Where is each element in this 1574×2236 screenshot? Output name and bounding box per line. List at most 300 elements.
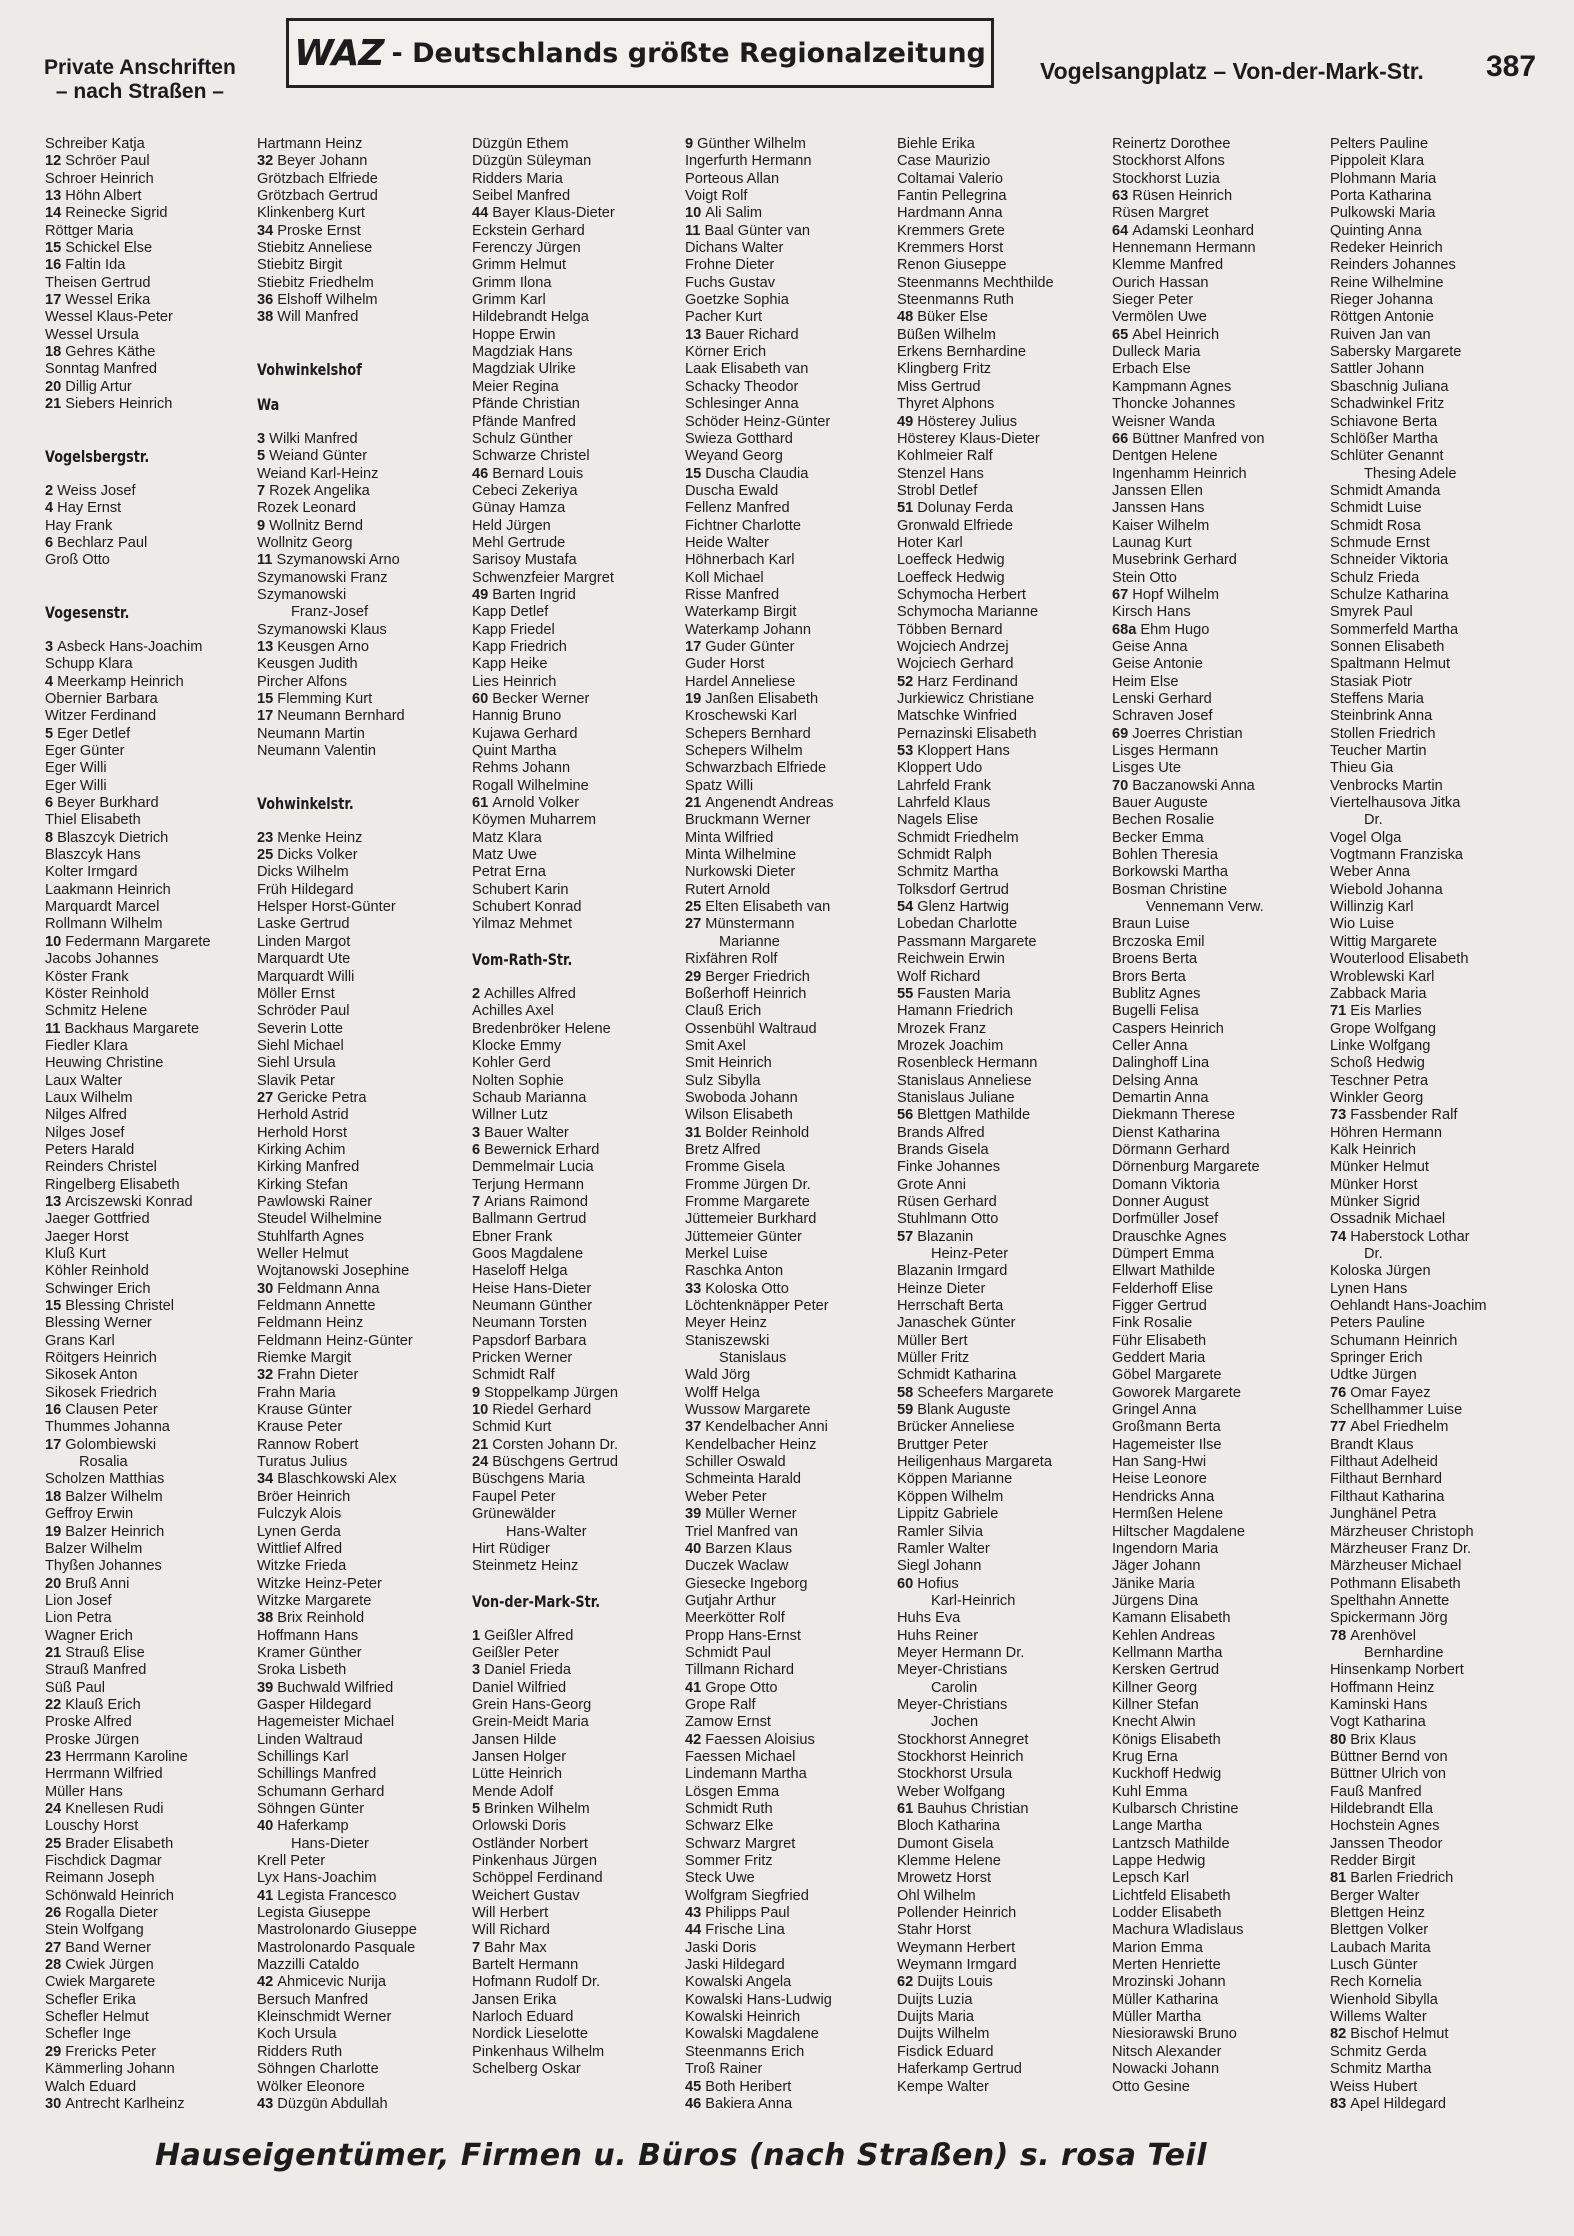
resident-name: Schickel Else — [65, 240, 153, 257]
directory-entry — [1112, 864, 1326, 881]
resident-name: Bruttger Peter — [897, 1436, 988, 1453]
directory-entry — [472, 1558, 686, 1575]
resident-name: Rollmann Wilhelm — [45, 916, 163, 933]
directory-entry — [45, 1471, 259, 1488]
directory-entry — [897, 1558, 1111, 1575]
resident-name: Steffens Maria — [1330, 691, 1424, 707]
spacer — [472, 934, 686, 951]
resident-name: Siehl Ursula — [257, 1055, 336, 1072]
directory-entry — [897, 1541, 1111, 1558]
house-number: 52 — [897, 673, 918, 690]
resident-name: Herhold Horst — [257, 1124, 348, 1141]
directory-entry — [685, 951, 899, 968]
directory-entry — [472, 1315, 686, 1332]
resident-name: Kowalski Hans-Ludwig — [685, 1991, 832, 2008]
directory-entry — [257, 1003, 471, 1020]
directory-entry — [897, 969, 1111, 986]
directory-entry — [472, 1974, 686, 1991]
directory-entry — [685, 1836, 899, 1853]
resident-name: Dolunay Ferda — [917, 500, 1014, 517]
directory-entry — [685, 1576, 899, 1593]
directory-entry — [1112, 1680, 1326, 1697]
resident-name: Büttner Manfred von — [1132, 430, 1265, 447]
house-number: 21 — [685, 795, 706, 812]
directory-entry — [257, 292, 471, 309]
resident-name: Sikosek Friedrich — [45, 1384, 157, 1401]
resident-name: Schmude Ernst — [1330, 534, 1430, 551]
directory-entry — [685, 726, 899, 743]
resident-name: Hardel Anneliese — [685, 673, 796, 690]
directory-entry — [685, 1818, 899, 1835]
resident-name: Märzheuser Christoph — [1330, 1523, 1474, 1540]
resident-name: Schmidt Katharina — [897, 1367, 1017, 1384]
resident-name: Blazanin Irmgard — [897, 1263, 1008, 1280]
directory-entry — [257, 448, 471, 465]
resident-name: Stein Otto — [1112, 569, 1177, 586]
directory-entry — [1112, 1142, 1326, 1159]
directory-entry — [897, 1229, 1111, 1246]
resident-name: Corsten Johann Dr. — [492, 1436, 619, 1453]
house-number: 19 — [685, 691, 706, 707]
resident-name: Marion Emma — [1112, 1939, 1203, 1956]
resident-name: Bugelli Felisa — [1112, 1003, 1199, 1020]
house-number: 34 — [257, 222, 278, 239]
directory-entry — [685, 205, 899, 222]
resident-name: Spaltmann Helmut — [1330, 656, 1451, 673]
resident-name: Killner Georg — [1112, 1679, 1198, 1696]
directory-entry — [45, 864, 259, 881]
resident-name: Pothmann Elisabeth — [1330, 1575, 1461, 1592]
directory-entry — [1112, 1350, 1326, 1367]
resident-name: Hagemeister Michael — [257, 1714, 395, 1731]
directory-entry — [897, 1888, 1111, 1905]
directory-entry — [685, 1125, 899, 1142]
directory-entry — [45, 1142, 259, 1159]
resident-name: Schiavone Berta — [1330, 413, 1438, 430]
directory-entry — [1330, 708, 1544, 725]
directory-entry — [472, 1229, 686, 1246]
directory-entry — [1112, 1177, 1326, 1194]
directory-entry — [257, 188, 471, 205]
house-number: 51 — [897, 500, 918, 517]
directory-entry — [257, 587, 471, 604]
masthead-tagline: - Deutschlands größte Regionalzeitung — [391, 37, 986, 69]
directory-entry — [1330, 1125, 1544, 1142]
directory-entry — [1330, 1940, 1544, 1957]
resident-name: Vermölen Uwe — [1112, 309, 1207, 326]
resident-name: Angenendt Andreas — [705, 795, 834, 812]
directory-entry — [1330, 1628, 1544, 1645]
resident-name: Steenmanns Ruth — [897, 292, 1014, 309]
resident-name: Fischdick Dagmar — [45, 1853, 162, 1870]
directory-entry — [472, 1211, 686, 1228]
directory-entry — [685, 1194, 899, 1211]
resident-name: Berger Walter — [1330, 1887, 1420, 1904]
resident-name: Hoter Karl — [897, 534, 963, 551]
directory-entry — [472, 1922, 686, 1939]
resident-name: Bruß Anni — [65, 1575, 130, 1592]
house-number: 32 — [257, 1367, 278, 1384]
resident-name: Celler Anna — [1112, 1037, 1188, 1054]
directory-entry — [897, 1662, 1111, 1679]
resident-name: Thyret Alphons — [897, 396, 995, 413]
resident-name: Terjung Hermann — [472, 1176, 584, 1193]
house-number: 3 — [472, 1662, 485, 1679]
resident-name: Nilges Alfred — [45, 1107, 127, 1124]
resident-name: Risse Manfred — [685, 586, 780, 603]
resident-name: Caspers Heinrich — [1112, 1020, 1224, 1037]
resident-name: Märzheuser Franz Dr. — [1330, 1540, 1472, 1557]
resident-name: Bahr Max — [484, 1939, 547, 1956]
directory-entry — [685, 1454, 899, 1471]
directory-entry — [1330, 535, 1544, 552]
directory-entry — [685, 1177, 899, 1194]
resident-name: Stuhlfarth Agnes — [257, 1228, 365, 1245]
resident-name: Bartelt Hermann — [472, 1957, 579, 1974]
resident-name: Grötzbach Elfriede — [257, 170, 378, 187]
directory-entry — [1330, 1073, 1544, 1090]
house-number: 42 — [257, 1974, 278, 1991]
directory-entry — [1112, 795, 1326, 812]
directory-entry — [685, 1419, 899, 1436]
resident-name: Meerkamp Heinrich — [57, 673, 184, 690]
directory-entry — [472, 1732, 686, 1749]
resident-name: Minta Wilhelmine — [685, 847, 797, 864]
directory-entry — [257, 2009, 471, 2026]
directory-entry — [897, 1367, 1111, 1384]
resident-name: Bröer Heinrich — [257, 1488, 351, 1505]
directory-entry — [685, 431, 899, 448]
house-number: 60 — [472, 691, 493, 707]
resident-name: Giesecke Ingeborg — [685, 1575, 808, 1592]
resident-name: Vogtmann Franziska — [1330, 847, 1464, 864]
directory-entry — [685, 1992, 899, 2009]
directory-entry — [1330, 1818, 1544, 1835]
street-heading: Vohwinkelshof — [257, 361, 362, 379]
directory-entry — [1112, 518, 1326, 535]
directory-entry — [897, 1628, 1111, 1645]
directory-entry — [685, 466, 899, 483]
directory-entry — [257, 1749, 471, 1766]
resident-name: Winkler Georg — [1330, 1089, 1424, 1106]
resident-name: Drauschke Agnes — [1112, 1228, 1227, 1245]
resident-name: Duijts Maria — [897, 2009, 975, 2026]
directory-entry — [45, 1610, 259, 1627]
house-number: 38 — [257, 309, 278, 326]
directory-entry — [257, 1090, 471, 1107]
directory-entry — [45, 1229, 259, 1246]
directory-entry — [1330, 916, 1544, 933]
directory-entry — [897, 1576, 1111, 1593]
house-number: 14 — [45, 205, 66, 222]
spacer — [257, 344, 471, 361]
directory-entry — [45, 1315, 259, 1332]
directory-entry — [45, 1333, 259, 1350]
directory-entry — [472, 1073, 686, 1090]
directory-entry — [685, 1038, 899, 1055]
directory-entry — [257, 1263, 471, 1280]
resident-name: Ossadnik Michael — [1330, 1211, 1446, 1228]
entry-continuation — [1330, 1645, 1544, 1662]
directory-entry — [685, 1367, 899, 1384]
resident-name: Hösterey Klaus-Dieter — [897, 430, 1040, 447]
directory-entry — [472, 1766, 686, 1783]
house-number: 40 — [685, 1540, 706, 1557]
directory-entry — [1330, 1038, 1544, 1055]
directory-entry — [472, 1125, 686, 1142]
directory-entry — [685, 1159, 899, 1176]
directory-entry — [1112, 639, 1326, 656]
resident-name: Gehres Käthe — [65, 344, 156, 361]
directory-entry — [257, 1021, 471, 1038]
resident-name: Lippitz Gabriele — [897, 1506, 999, 1523]
resident-name: Porteous Allan — [685, 170, 780, 187]
resident-name: Glenz Hartwig — [917, 899, 1009, 916]
directory-entry — [257, 1888, 471, 1905]
directory-entry — [897, 1784, 1111, 1801]
directory-entry — [257, 1576, 471, 1593]
directory-entry — [897, 1090, 1111, 1107]
resident-name: Röttger Maria — [45, 222, 134, 239]
resident-name: Strauß Elise — [65, 1644, 145, 1661]
column-4 — [685, 136, 899, 2113]
resident-name: Fausten Maria — [917, 985, 1011, 1002]
directory-entry — [45, 1107, 259, 1124]
directory-entry — [1330, 778, 1544, 795]
directory-entry — [45, 327, 259, 344]
footer-note: Hauseigentümer, Firmen u. Büros (nach Straßen) s. rosa Teil — [155, 2138, 1207, 2173]
directory-entry — [257, 1055, 471, 1072]
directory-entry — [1330, 275, 1544, 292]
resident-name: Klocke Emmy — [472, 1037, 562, 1054]
directory-entry — [685, 1732, 899, 1749]
directory-entry — [45, 1211, 259, 1228]
directory-entry — [1330, 1749, 1544, 1766]
resident-name: Sulz Sibylla — [685, 1072, 761, 1089]
resident-name: Rech Kornelia — [1330, 1974, 1422, 1991]
resident-name: Bewernick Erhard — [484, 1141, 600, 1158]
resident-name: Karl-Heinrich — [931, 1592, 1016, 1609]
entry-continuation — [897, 1593, 1111, 1610]
house-number: 20 — [45, 1575, 66, 1592]
directory-entry — [897, 570, 1111, 587]
directory-entry — [257, 1766, 471, 1783]
directory-entry — [472, 1038, 686, 1055]
directory-entry — [45, 1437, 259, 1454]
directory-entry — [897, 1471, 1111, 1488]
resident-name: Killner Stefan — [1112, 1696, 1199, 1713]
house-number: 13 — [685, 326, 706, 343]
directory-entry — [472, 2044, 686, 2061]
resident-name: Ramler Silvia — [897, 1523, 983, 1540]
resident-name: Laubach Marita — [1330, 1939, 1431, 1956]
resident-name: Stiebitz Birgit — [257, 257, 343, 274]
resident-name: Dicks Wilhelm — [257, 864, 349, 881]
house-number: 15 — [45, 1298, 66, 1315]
resident-name: Both Heribert — [705, 2078, 792, 2095]
house-number: 46 — [685, 2095, 706, 2112]
directory-entry — [1330, 344, 1544, 361]
directory-entry — [1330, 1766, 1544, 1783]
resident-name: Ehm Hugo — [1140, 621, 1210, 638]
resident-name: Stockhorst Alfons — [1112, 153, 1225, 170]
resident-name: Lepsch Karl — [1112, 1870, 1190, 1887]
directory-entry — [257, 847, 471, 864]
directory-entry — [685, 760, 899, 777]
directory-entry — [685, 1315, 899, 1332]
resident-name: Koll Michael — [685, 569, 764, 586]
directory-entry — [897, 1506, 1111, 1523]
directory-entry — [45, 1125, 259, 1142]
directory-entry — [472, 847, 686, 864]
resident-name: Harz Ferdinand — [917, 673, 1018, 690]
house-number: 57 — [897, 1228, 918, 1245]
directory-entry — [257, 257, 471, 274]
entry-continuation — [685, 934, 899, 951]
resident-name: Schlößer Martha — [1330, 430, 1438, 447]
resident-name: Apel Hildegard — [1350, 2095, 1447, 2112]
resident-name: Wollnitz Georg — [257, 534, 353, 551]
spacer — [45, 587, 259, 604]
directory-entry — [257, 1246, 471, 1263]
house-number: 25 — [45, 1835, 66, 1852]
directory-entry — [472, 1818, 686, 1835]
directory-entry — [45, 1645, 259, 1662]
directory-entry — [1112, 1732, 1326, 1749]
directory-entry — [472, 1506, 686, 1523]
directory-entry — [257, 1974, 471, 1991]
resident-name: Magdziak Ulrike — [472, 361, 576, 378]
resident-name: Fantin Pellegrina — [897, 188, 1007, 205]
column-3 — [472, 136, 686, 2079]
resident-name: Severin Lotte — [257, 1020, 343, 1037]
resident-name: Boßerhoff Heinrich — [685, 985, 807, 1002]
resident-name: Weiss Hubert — [1330, 2078, 1418, 2095]
resident-name: Brandt Klaus — [1330, 1436, 1414, 1453]
resident-name: Frahn Maria — [257, 1384, 336, 1401]
directory-entry — [472, 1645, 686, 1662]
resident-name: Rogalla Dieter — [65, 1905, 158, 1922]
directory-entry — [897, 1263, 1111, 1280]
directory-entry — [45, 1905, 259, 1922]
directory-entry — [1112, 1870, 1326, 1887]
directory-entry — [897, 535, 1111, 552]
directory-entry — [1112, 847, 1326, 864]
directory-entry — [45, 1281, 259, 1298]
resident-name: Redder Birgit — [1330, 1853, 1416, 1870]
resident-name: Siebers Heinrich — [65, 396, 173, 413]
resident-name: Wussow Margarete — [685, 1402, 811, 1419]
house-number: 18 — [45, 344, 66, 361]
resident-name: Blaszcyk Hans — [45, 847, 141, 864]
resident-name: Lenski Gerhard — [1112, 691, 1212, 707]
directory-entry — [257, 2079, 471, 2096]
directory-entry — [1112, 2044, 1326, 2061]
directory-entry — [257, 622, 471, 639]
resident-name: Laske Gertrud — [257, 916, 350, 933]
directory-entry — [685, 1628, 899, 1645]
directory-entry — [1112, 483, 1326, 500]
resident-name: Jäger Johann — [1112, 1558, 1201, 1575]
resident-name: Marquardt Ute — [257, 951, 351, 968]
house-number: 43 — [257, 2095, 278, 2112]
directory-entry — [45, 240, 259, 257]
resident-name: Günther Wilhelm — [697, 136, 806, 152]
resident-name: Brix Reinhold — [277, 1610, 365, 1627]
directory-entry — [1330, 1107, 1544, 1124]
resident-name: Demartin Anna — [1112, 1089, 1209, 1106]
resident-name: Ringelberg Elisabeth — [45, 1176, 180, 1193]
resident-name: Bischof Helmut — [1350, 2026, 1449, 2043]
resident-name: Führ Elisabeth — [1112, 1332, 1207, 1349]
resident-name: Pollender Heinrich — [897, 1905, 1017, 1922]
directory-entry — [685, 1073, 899, 1090]
directory-entry — [1330, 1177, 1544, 1194]
resident-name: Smit Heinrich — [685, 1055, 772, 1072]
directory-entry — [1330, 2079, 1544, 2096]
house-number: 10 — [472, 1402, 493, 1419]
resident-name: Müller Hans — [45, 1783, 123, 1800]
entry-continuation — [45, 1454, 259, 1471]
resident-name: Dichans Walter — [685, 240, 784, 257]
resident-name: Bernard Louis — [492, 465, 584, 482]
directory-entry — [897, 205, 1111, 222]
directory-entry — [1112, 1437, 1326, 1454]
resident-name: Matschke Winfried — [897, 708, 1018, 725]
resident-name: Pulkowski Maria — [1330, 205, 1436, 222]
house-number: 7 — [472, 1939, 485, 1956]
directory-entry — [257, 1593, 471, 1610]
directory-entry — [257, 2096, 471, 2113]
resident-name: Laakmann Heinrich — [45, 881, 171, 898]
resident-name: Wessel Erika — [65, 292, 151, 309]
directory-entry — [45, 171, 259, 188]
directory-entry — [45, 1419, 259, 1436]
column-6 — [1112, 136, 1326, 2096]
resident-name: Bruckmann Werner — [685, 812, 811, 829]
resident-name: Asbeck Hans-Joachim — [57, 638, 203, 655]
directory-entry — [257, 552, 471, 569]
resident-name: Lobedan Charlotte — [897, 916, 1018, 933]
resident-name: Sattler Johann — [1330, 361, 1425, 378]
resident-name: Szymanowski Klaus — [257, 621, 387, 638]
resident-name: Narloch Eduard — [472, 2009, 574, 2026]
directory-entry — [685, 1437, 899, 1454]
directory-entry — [897, 1766, 1111, 1783]
house-number: 63 — [1112, 188, 1133, 205]
resident-name: Kämmerling Johann — [45, 2061, 175, 2078]
resident-name: Fromme Margarete — [685, 1193, 810, 1210]
directory-entry — [897, 639, 1111, 656]
directory-entry — [1330, 726, 1544, 743]
directory-entry — [45, 743, 259, 760]
resident-name: Ellwart Mathilde — [1112, 1263, 1216, 1280]
directory-entry — [685, 240, 899, 257]
house-number: 76 — [1330, 1384, 1351, 1401]
directory-entry — [45, 1628, 259, 1645]
directory-entry — [472, 1333, 686, 1350]
directory-entry — [45, 778, 259, 795]
resident-name: Arians Raimond — [484, 1193, 588, 1210]
resident-name: Pinkenhaus Wilhelm — [472, 2043, 605, 2060]
directory-entry — [257, 136, 471, 153]
resident-name: Vogel Olga — [1330, 829, 1402, 846]
directory-entry — [45, 153, 259, 170]
directory-entry — [257, 1177, 471, 1194]
directory-entry — [897, 743, 1111, 760]
resident-name: Abel Friedhelm — [1350, 1419, 1449, 1436]
house-number: 66 — [1112, 430, 1133, 447]
